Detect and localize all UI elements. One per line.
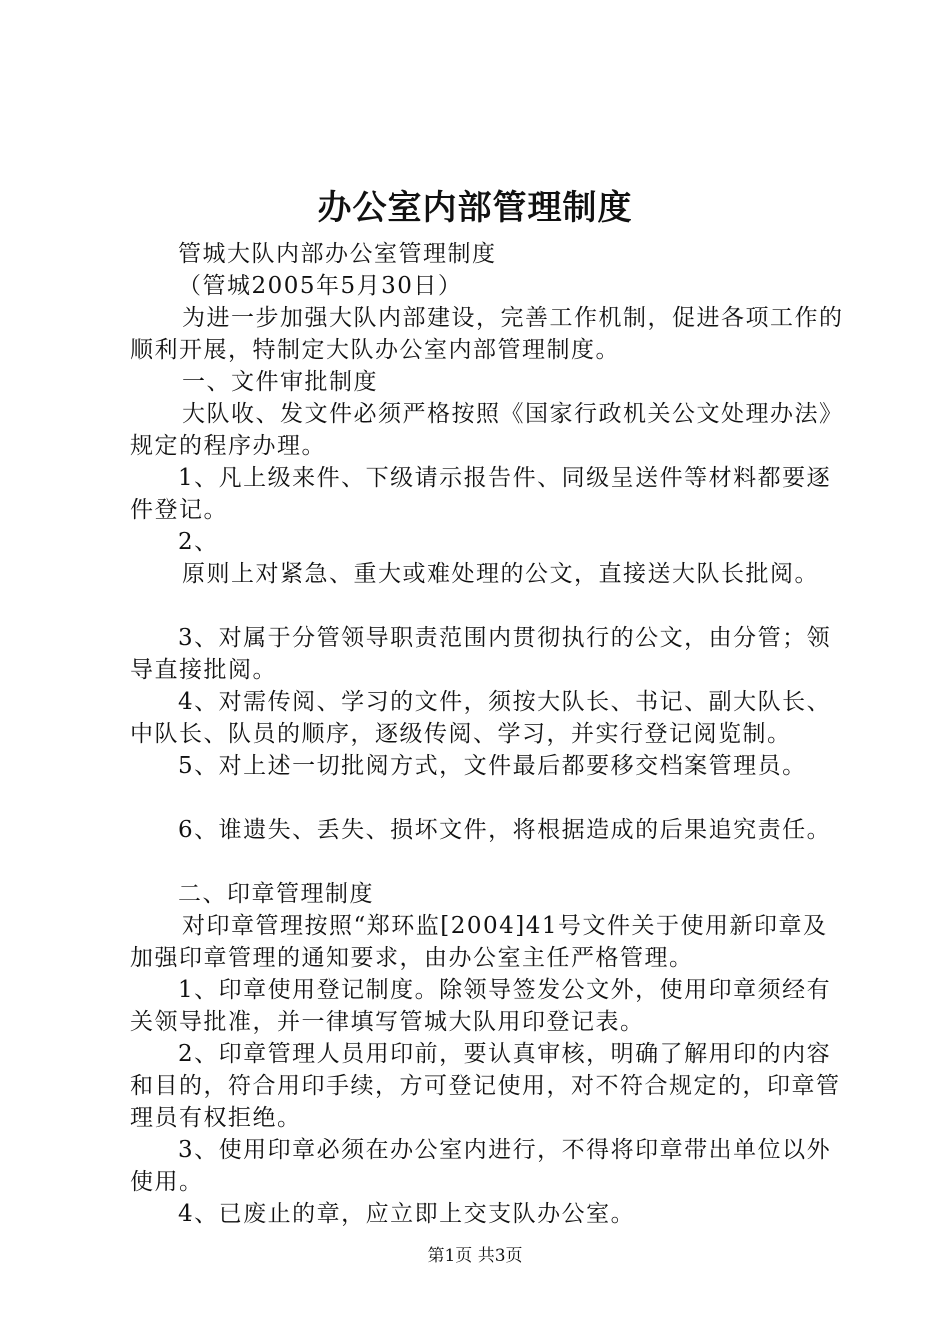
intro-paragraph: 为进一步加强大队内部建设，完善工作机制，促进各项工作的顺利开展，特制定大队办公室内部管理制度。: [130, 305, 844, 363]
page-footer: 第1页 共3页: [427, 1246, 523, 1266]
file-rule-4: 4、对需传阅、学习的文件，须按大队长、书记、副大队长、中队长、队员的顺序，逐级传阅、学习，并实行登记阅览制。: [130, 689, 832, 747]
spacer: [130, 846, 850, 878]
seal-rule-1: 1、印章使用登记制度。除领导签发公文外，使用印章须经有关领导批准，并一律填写管城大队用印登记表。: [130, 977, 832, 1035]
spacer: [130, 782, 850, 814]
file-approval-paragraph: 大队收、发文件必须严格按照《国家行政机关公文处理办法》规定的程序办理。: [130, 401, 844, 459]
file-rule-6: 6、谁遗失、丢失、损坏文件，将根据造成的后果追究责任。: [178, 817, 832, 843]
section-heading-seal: 二、印章管理制度: [178, 881, 374, 907]
date-line: （管城2005年5月30日）: [178, 273, 463, 299]
file-rule-2-text: 原则上对紧急、重大或难处理的公文，直接送大队长批阅。: [182, 561, 819, 587]
seal-intro-paragraph: 对印章管理按照“郑环监[2004]41号文件关于使用新印章及加强印章管理的通知要求，由办公室主任严格管理。: [130, 913, 828, 971]
document-body: [130, 238, 850, 1230]
document-title: 办公室内部管理制度: [317, 188, 633, 228]
file-rule-1: 1、凡上级来件、下级请示报告件、同级呈送件等材料都要逐件登记。: [130, 465, 832, 523]
spacer: [130, 590, 850, 622]
file-rule-5: 5、对上述一切批阅方式，文件最后都要移交档案管理员。: [178, 753, 807, 779]
seal-rule-4: 4、已废止的章，应立即上交支队办公室。: [178, 1201, 636, 1227]
file-rule-2-number: 2、: [178, 529, 219, 555]
file-rule-3: 3、对属于分管领导职责范围内贯彻执行的公文，由分管；领导直接批阅。: [130, 625, 832, 683]
subtitle: 管城大队内部办公室管理制度: [178, 241, 497, 267]
seal-rule-3: 3、使用印章必须在办公室内进行，不得将印章带出单位以外使用。: [130, 1137, 832, 1195]
seal-rule-2: 2、印章管理人员用印前，要认真审核，明确了解用印的内容和目的，符合用印手续，方可登记使用，对不符合规定的，印章管理员有权拒绝。: [130, 1041, 841, 1131]
section-heading-file-approval: 一、文件审批制度: [182, 369, 378, 395]
